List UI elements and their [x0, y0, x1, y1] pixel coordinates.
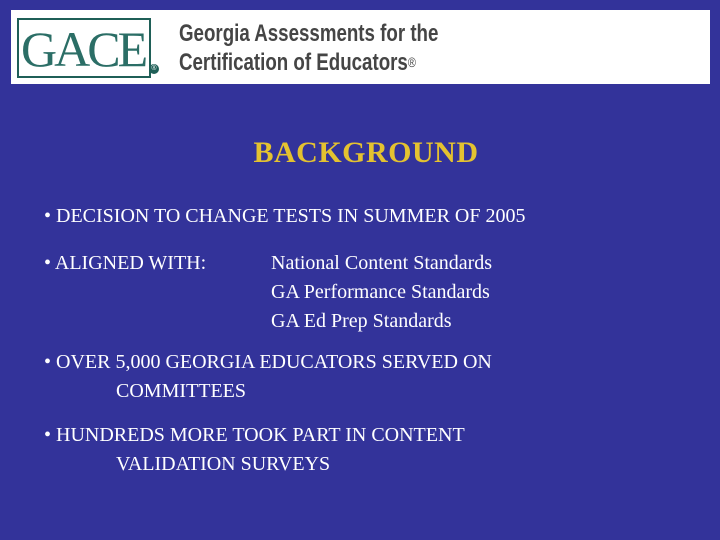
standard-ga-performance: GA Performance Standards: [271, 281, 490, 303]
header-banner: [11, 10, 710, 84]
registered-mark-icon: ®: [149, 64, 159, 74]
standard-national-content: National Content Standards: [271, 252, 493, 274]
bullet-hundreds-line1: • HUNDREDS MORE TOOK PART IN CONTENT: [44, 424, 465, 446]
gace-logo: [17, 18, 151, 78]
bullet-educators: [44, 348, 492, 406]
bullet-hundreds: [44, 421, 465, 479]
bullet-educators-line2: COMMITTEES: [116, 380, 246, 402]
logo-text: GACE: [21, 21, 146, 77]
slide-heading: BACKGROUND: [253, 136, 479, 169]
standard-ga-ed-prep: GA Ed Prep Standards: [271, 310, 452, 332]
bullet-decision: [44, 202, 526, 231]
banner-title: [179, 19, 438, 77]
aligned-standards-list: [271, 249, 492, 336]
bullet-aligned: [44, 249, 684, 332]
bullet-hundreds-line2: VALIDATION SURVEYS: [116, 453, 331, 475]
banner-title-mark: ®: [407, 54, 416, 70]
bullet-educators-line1: • OVER 5,000 GEORGIA EDUCATORS SERVED ON: [44, 351, 492, 373]
bullet-decision-text: • DECISION TO CHANGE TESTS IN SUMMER OF 2005: [44, 205, 526, 227]
bullet-aligned-label: • ALIGNED WITH:: [44, 252, 207, 274]
banner-title-line2: Certification of Educators: [179, 49, 408, 76]
banner-title-line2-wrap: [179, 48, 438, 77]
banner-title-line1: Georgia Assessments for the: [179, 20, 439, 47]
